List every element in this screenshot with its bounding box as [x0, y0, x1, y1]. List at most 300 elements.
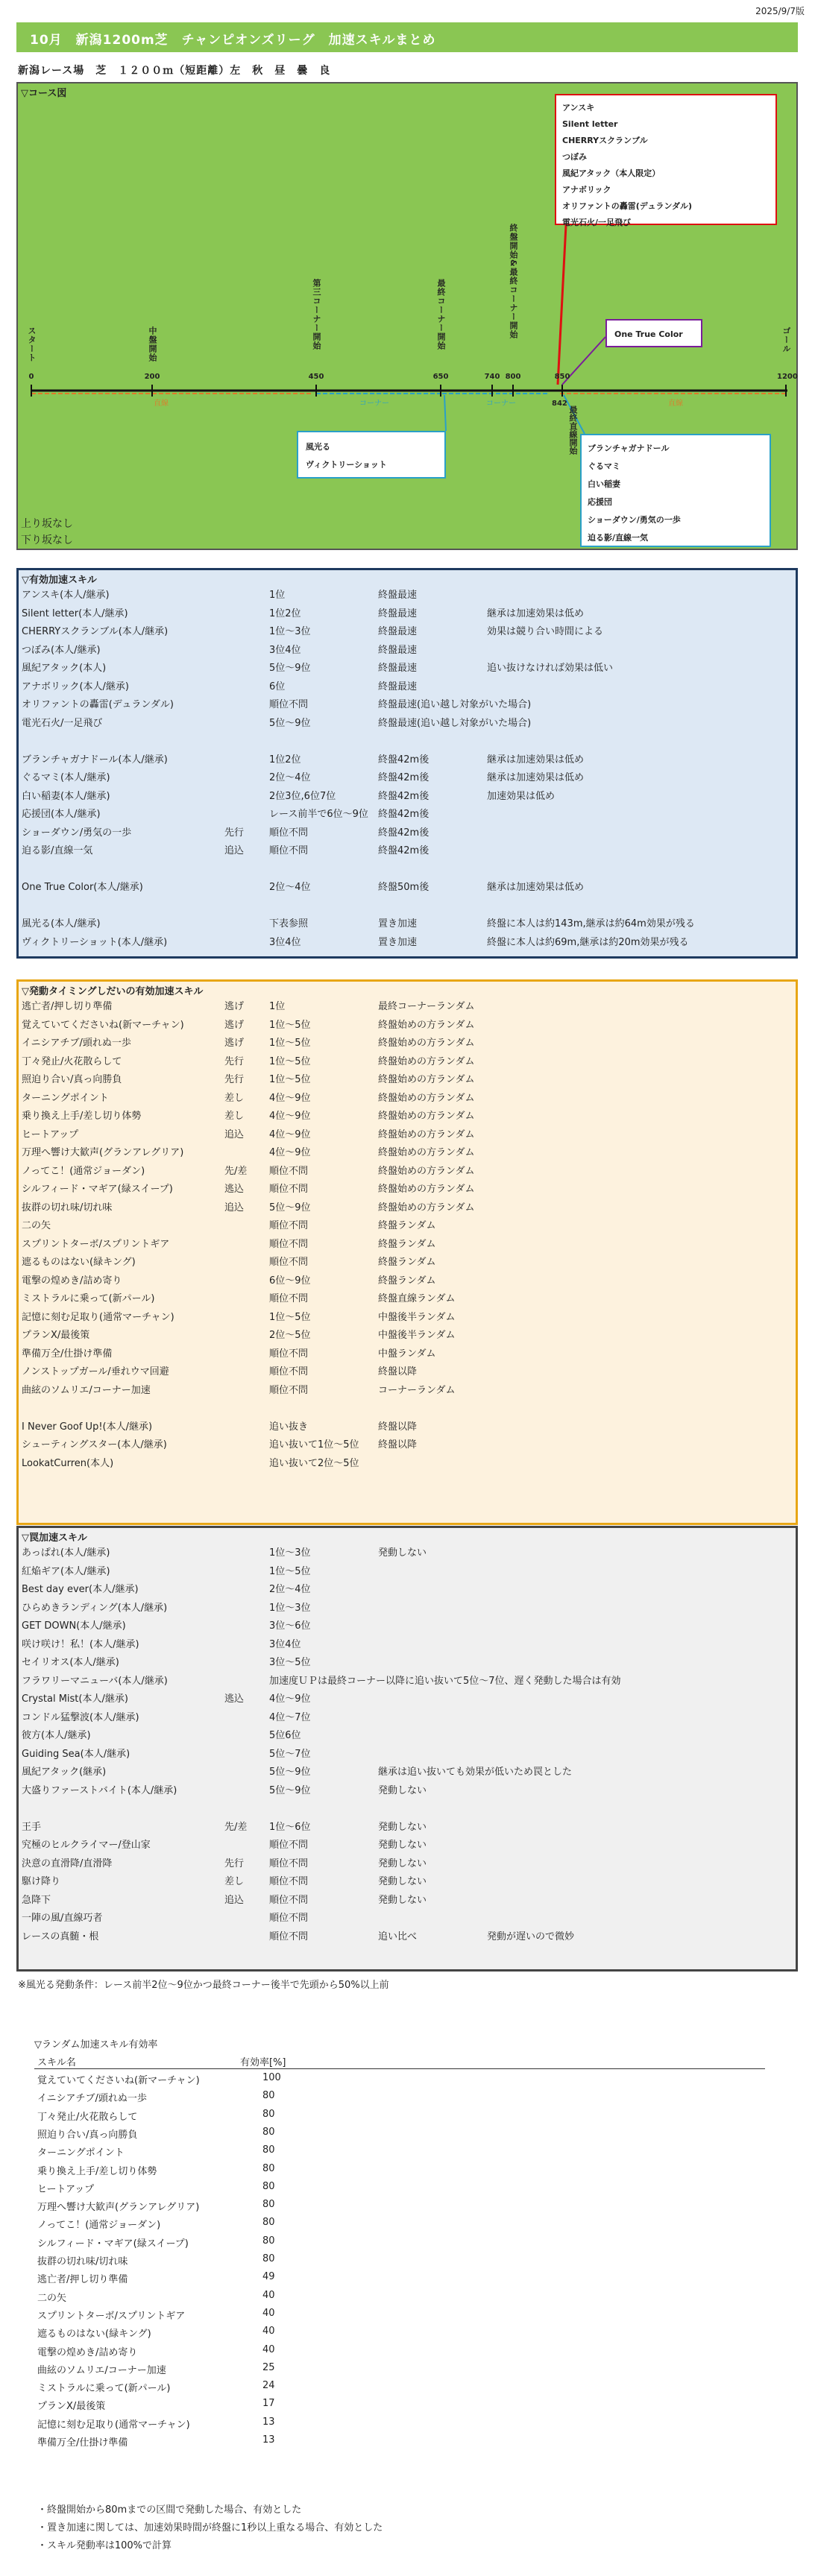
- skill-name: 照迫り合い/真っ向勝負: [37, 2129, 138, 2141]
- skill-item: 白い稲妻: [588, 479, 620, 489]
- table-row: [19, 605, 796, 624]
- cell: 終盤以降: [378, 1421, 418, 1433]
- table-row: [19, 1035, 796, 1053]
- table-row: [19, 1199, 796, 1218]
- table-row: [19, 897, 796, 916]
- cell: 発動が遅いので微妙: [487, 1931, 575, 1942]
- cell: 終盤始めの方ランダム: [378, 1165, 475, 1177]
- cell: 記憶に刻む足取り(通常マーチャン): [22, 1311, 174, 1323]
- cell: 終盤ランダム: [378, 1238, 436, 1250]
- cell: 終盤最速: [378, 607, 418, 619]
- table-row: [19, 1327, 796, 1345]
- effective-skills-section: [16, 568, 798, 959]
- wind-condition-note: ※風光る発動条件：レース前半2位～9位かつ最終コーナー後半で先頭から50%以上前: [18, 1980, 389, 1991]
- cell: 究極のヒルクライマー/登山家: [22, 1840, 151, 1851]
- cell: I Never Goof Up!(本人/継承): [22, 1421, 153, 1433]
- skill-name: 抜群の切れ味/切れ味: [37, 2256, 128, 2267]
- cell: 終盤最速: [378, 590, 418, 601]
- cell: 急降下: [22, 1894, 51, 1906]
- cell: LookatCurren(本人): [22, 1457, 114, 1469]
- cell: アンスキ(本人/継承): [22, 590, 110, 601]
- table-row: [19, 1709, 796, 1728]
- table-row: [19, 696, 796, 715]
- cell: あっぱれ(本人/継承): [22, 1547, 110, 1559]
- cell: 逃げ: [224, 1019, 245, 1031]
- cell: 終盤42m後: [378, 809, 429, 820]
- table-row: [19, 1636, 796, 1655]
- col-skill-header: スキル名: [37, 2057, 76, 2068]
- cell: ヒートアップ: [22, 1128, 79, 1140]
- cell: 王手: [22, 1821, 42, 1833]
- cell: ショーダウン/勇気の一歩: [22, 827, 132, 839]
- table-row: [19, 1928, 796, 1947]
- cell: 追込: [224, 1894, 245, 1906]
- cell: 中盤ランダム: [378, 1348, 436, 1360]
- cell: 覚えていてくださいね(新マーチャン): [22, 1019, 184, 1031]
- cell: 4位～7位: [269, 1711, 311, 1723]
- marker-label: 終盤開始&最終コーナー開始: [509, 224, 518, 339]
- cell: 終盤始めの方ランダム: [378, 1038, 475, 1049]
- skill-item: ブランチャガナドール: [588, 443, 670, 453]
- cell: 中盤後半ランダム: [378, 1330, 456, 1341]
- table-title: ▽ランダム加速スキル有効率: [34, 2039, 158, 2051]
- skill-name: スプリントターボ/スプリントギア: [37, 2310, 186, 2322]
- cell: 1位2位: [269, 607, 301, 619]
- skill-item: ヴィクトリーショット: [306, 460, 387, 470]
- cell: 3位4位: [269, 1638, 301, 1650]
- cell: 終盤始めの方ランダム: [378, 1092, 475, 1104]
- cell: 逃げ: [224, 1001, 245, 1012]
- trap-skills-section: [16, 1526, 798, 1972]
- cell: 下表参照: [269, 918, 309, 929]
- cell: 終盤42m後: [378, 754, 429, 765]
- cell: 逃込: [224, 1184, 245, 1195]
- footnote: ・置き加速に関しては、加速効果時間が終盤に1秒以上重なる場合、有効とした: [37, 2522, 383, 2534]
- cell: 先/差: [224, 1165, 248, 1177]
- cell: 終盤始めの方ランダム: [378, 1202, 475, 1213]
- cell: 5位～7位: [269, 1748, 311, 1760]
- cell: 順位不問: [269, 1257, 309, 1268]
- skill-name: 電撃の煌めき/詰め寄り: [37, 2346, 138, 2358]
- table-row: [19, 642, 796, 660]
- cell: 継承は加速効果は低め: [487, 754, 585, 765]
- table-row: [19, 1181, 796, 1199]
- cell: 終盤始めの方ランダム: [378, 1055, 475, 1067]
- skill-name: シルフィード・マギア(緑スイープ): [37, 2238, 189, 2250]
- cell: 1位～5位: [269, 1019, 311, 1031]
- skill-name: ミストラルに乗って(新パール): [37, 2383, 171, 2395]
- table-row: [19, 1782, 796, 1801]
- cell: 順位不問: [269, 1293, 309, 1304]
- cell: 5位～9位: [269, 663, 311, 674]
- cell: 5位～9位: [269, 1784, 311, 1796]
- cell: 終盤最速(追い越し対象がいた場合): [378, 717, 532, 729]
- cell: 発動しない: [378, 1784, 427, 1796]
- cell: 順位不問: [269, 1931, 309, 1942]
- skill-name: ヒートアップ: [37, 2183, 95, 2195]
- cell: 追込: [224, 845, 245, 856]
- cell: 終盤ランダム: [378, 1220, 436, 1231]
- table-row: [19, 1108, 796, 1126]
- table-row: [19, 733, 796, 751]
- rate-value: 80: [262, 2144, 275, 2156]
- cell: 追い抜き: [269, 1421, 309, 1433]
- skill-item: ショーダウン/勇気の一歩: [588, 515, 681, 525]
- cell: 発動しない: [378, 1547, 427, 1559]
- cell: 加速度ＵＰは最終コーナー以降に追い抜いて5位～7位、遅く発動した場合は有効: [269, 1675, 621, 1687]
- cell: レースの真髄・根: [22, 1931, 99, 1942]
- skill-item: CHERRYスクランブル: [562, 136, 648, 145]
- cell: 終盤ランダム: [378, 1257, 436, 1268]
- cell: 順位不問: [269, 827, 309, 839]
- cell: 差し: [224, 1876, 245, 1887]
- cell: 順位不問: [269, 1220, 309, 1231]
- skill-item: アンスキ: [562, 103, 595, 113]
- table-row: [19, 1272, 796, 1291]
- cell: 応援団(本人/継承): [22, 809, 101, 820]
- cell: 追い抜けなければ効果は低い: [487, 663, 614, 674]
- cell: 遮るものはない(緑キング): [22, 1257, 136, 1268]
- table-row: [19, 678, 796, 697]
- cell: 2位～4位: [269, 882, 311, 893]
- cell: 5位～9位: [269, 717, 311, 729]
- cell: シューティングスター(本人/継承): [22, 1439, 167, 1450]
- table-row: [19, 587, 796, 605]
- cell: 発動しない: [378, 1821, 427, 1833]
- early-accel-box: [297, 431, 446, 479]
- rate-value: 40: [262, 2289, 275, 2301]
- cell: スプリントターボ/スプリントギア: [22, 1238, 170, 1250]
- pointer-line-top: [558, 225, 566, 385]
- skill-name: 二の矢: [37, 2292, 67, 2304]
- marker-distance: 650: [432, 373, 449, 381]
- rate-value: 13: [262, 2434, 275, 2446]
- table-row: [19, 1600, 796, 1618]
- cell: 終盤始めの方ランダム: [378, 1074, 475, 1085]
- cell: 1位～5位: [269, 1074, 311, 1085]
- table-row: [19, 1418, 796, 1437]
- rate-value: 80: [262, 2126, 275, 2138]
- cell: ミストラルに乗って(新パール): [22, 1293, 155, 1304]
- table-header: [34, 2053, 765, 2069]
- cell: 終盤42m後: [378, 790, 429, 802]
- rate-value: 80: [262, 2253, 275, 2264]
- table-row: [19, 998, 796, 1017]
- table-row: [19, 1800, 796, 1819]
- cell: 終盤始めの方ランダム: [378, 1111, 475, 1122]
- cell: 継承は加速効果は低め: [487, 882, 585, 893]
- cell: 1位～5位: [269, 1055, 311, 1067]
- skill-item: ぐるマミ: [588, 461, 620, 471]
- cell: 差し: [224, 1111, 245, 1122]
- segment-label: コーナー: [359, 400, 389, 408]
- marker-distance: 200: [144, 373, 160, 381]
- course-title: ▽コース図: [21, 88, 67, 99]
- cell: 継承は加速効果は低め: [487, 772, 585, 783]
- rate-value: 80: [262, 2108, 275, 2120]
- cell: 5位～9位: [269, 1767, 311, 1778]
- skill-name: 準備万全/仕掛け準備: [37, 2437, 128, 2449]
- marker-label: 最終コーナー開始: [436, 279, 446, 350]
- cell: 曲絃のソムリエ/コーナー加速: [22, 1384, 151, 1396]
- cell: 追い抜いて1位～5位: [269, 1439, 359, 1450]
- cell: 終盤以降: [378, 1439, 418, 1450]
- section-title: ▽発動タイミングしだいの有効加速スキル: [22, 986, 204, 997]
- cell: 加速効果は低め: [487, 790, 556, 802]
- table-row: [19, 1690, 796, 1709]
- rate-value: 40: [262, 2326, 275, 2337]
- cell: 1位2位: [269, 754, 301, 765]
- rate-value: 40: [262, 2307, 275, 2319]
- cell: 4位～9位: [269, 1111, 311, 1122]
- timing-skills-section: [16, 979, 798, 1525]
- table-row: [19, 1873, 796, 1892]
- cell: 順位不問: [269, 699, 309, 710]
- cell: プランX/最後策: [22, 1330, 90, 1341]
- cell: 咲け咲け！私！(本人/継承): [22, 1638, 139, 1650]
- cell: 順位不問: [269, 1165, 309, 1177]
- table-row: [19, 861, 796, 880]
- cell: 終盤最速(追い越し対象がいた場合): [378, 699, 532, 710]
- table-row: [19, 788, 796, 806]
- cell: 1位: [269, 1001, 286, 1012]
- cell: 乗り換え上手/差し切り体勢: [22, 1111, 142, 1122]
- cell: 4位～9位: [269, 1092, 311, 1104]
- cell: 終盤始めの方ランダム: [378, 1128, 475, 1140]
- table-row: [19, 1581, 796, 1600]
- cell: 1位: [269, 590, 286, 601]
- table-row: [19, 751, 796, 770]
- table-row: [19, 1855, 796, 1874]
- rate-value: 13: [262, 2416, 275, 2428]
- cell: 丁々発止/火花散らして: [22, 1055, 122, 1067]
- skill-item: つぼみ: [562, 152, 587, 162]
- table-row: [19, 660, 796, 678]
- cell: 3位4位: [269, 644, 301, 656]
- table-row: [19, 1053, 796, 1072]
- cell: 風紀アタック(継承): [22, 1767, 107, 1778]
- cell: 順位不問: [269, 1238, 309, 1250]
- skill-item: 迫る影/直線一気: [588, 533, 649, 543]
- cell: 終盤42m後: [378, 845, 429, 856]
- cell: 終盤始めの方ランダム: [378, 1184, 475, 1195]
- cell: 先行: [224, 1074, 245, 1085]
- cell: 発動しない: [378, 1894, 427, 1906]
- cell: 3位～5位: [269, 1657, 311, 1668]
- marker-distance: 450: [308, 373, 324, 381]
- cell: ヴィクトリーショット(本人/継承): [22, 936, 168, 948]
- rate-value: 49: [262, 2271, 275, 2283]
- table-row: [19, 934, 796, 953]
- cell: 1位～3位: [269, 1547, 311, 1559]
- table-row: [19, 1290, 796, 1309]
- cell: Best day ever(本人/継承): [22, 1584, 139, 1595]
- cell: 終盤ランダム: [378, 1275, 436, 1287]
- cell: 終盤始めの方ランダム: [378, 1147, 475, 1158]
- cell: セイリオス(本人/継承): [22, 1657, 119, 1668]
- cell: 発動しない: [378, 1857, 427, 1869]
- cell: 終盤始めの方ランダム: [378, 1019, 475, 1031]
- cell: 順位不問: [269, 1857, 309, 1869]
- cell: 2位～5位: [269, 1330, 311, 1341]
- cell: 先/差: [224, 1821, 248, 1833]
- cell: 抜群の切れ味/切れ味: [22, 1202, 113, 1213]
- rate-value: 24: [262, 2380, 275, 2392]
- cell: イニシアチブ/頭れぬ一歩: [22, 1038, 131, 1049]
- cell: One True Color(本人/継承): [22, 882, 143, 893]
- rate-value: 25: [262, 2361, 275, 2373]
- table-row: [19, 1892, 796, 1910]
- cell: 1位～3位: [269, 1602, 311, 1614]
- table-row: [19, 623, 796, 642]
- cell: 6位: [269, 681, 286, 692]
- cell: 追込: [224, 1128, 245, 1140]
- cell: 順位不問: [269, 1348, 309, 1360]
- cell: 3位4位: [269, 936, 301, 948]
- marker-distance: 0: [28, 373, 34, 381]
- skill-item: 風紀アタック（本人限定）: [562, 168, 661, 178]
- segment-label: 直線: [154, 400, 169, 408]
- rate-value: 80: [262, 2180, 275, 2192]
- cell: 終盤に本人は約69m,継承は約20m効果が残る: [487, 936, 689, 948]
- table-row: [19, 1910, 796, 1928]
- cell: 発動しない: [378, 1840, 427, 1851]
- marker-label: 中盤開始: [148, 326, 157, 362]
- footnote: ・スキル発動率は100%で計算: [37, 2540, 172, 2551]
- rate-value: 100: [262, 2072, 281, 2083]
- cell: 彼方(本人/継承): [22, 1730, 91, 1741]
- table-row: [19, 1254, 796, 1272]
- table-row: [19, 1727, 796, 1746]
- cell: 終盤直線ランダム: [378, 1293, 456, 1304]
- table-row: [19, 1764, 796, 1782]
- cell: ノンストップガール/垂れウマ回避: [22, 1366, 169, 1377]
- skill-name: ターニングポイント: [37, 2147, 125, 2159]
- skill-name: 記憶に刻む足取り(通常マーチャン): [37, 2419, 190, 2431]
- cell: 終盤42m後: [378, 772, 429, 783]
- table-row: [19, 1309, 796, 1328]
- cell: コンドル猛撃波(本人/継承): [22, 1711, 139, 1723]
- cell: 最終コーナーランダム: [378, 1001, 475, 1012]
- cell: 4位～9位: [269, 1693, 311, 1705]
- table-row: [19, 1654, 796, 1673]
- slope-down-label: 下り坂なし: [21, 534, 73, 546]
- cell: 順位不問: [269, 1366, 309, 1377]
- cell: 先行: [224, 1055, 245, 1067]
- cell: 電光石火/一足飛び: [22, 717, 103, 729]
- cell: 順位不問: [269, 1894, 309, 1906]
- table-row: [19, 1163, 796, 1181]
- skill-item: Silent letter: [562, 119, 618, 129]
- skill-item: 電光石火/一足飛び: [562, 218, 632, 227]
- cell: 2位3位,6位7位: [269, 790, 336, 802]
- skill-name: 丁々発止/火花散らして: [37, 2111, 138, 2123]
- col-rate-header: 有効率[%]: [240, 2057, 286, 2068]
- page-title: 10月 新潟1200m芝 チャンピオンズリーグ 加速スキルまとめ: [16, 22, 798, 52]
- cell: 3位～6位: [269, 1620, 311, 1632]
- marker-distance: 1200: [777, 373, 798, 381]
- skill-item: アナボリック: [562, 185, 611, 195]
- table-row: [19, 1236, 796, 1254]
- marker-distance: 850: [554, 373, 570, 381]
- cell: アナボリック(本人/継承): [22, 681, 130, 692]
- cell: 効果は競り合い時間による: [487, 626, 604, 637]
- skill-name: イニシアチブ/頭れぬ一歩: [37, 2093, 147, 2105]
- cell: 逃げ: [224, 1038, 245, 1049]
- table-row: [19, 1746, 796, 1764]
- table-row: [19, 915, 796, 934]
- cell: 終盤以降: [378, 1366, 418, 1377]
- table-row: [19, 842, 796, 861]
- cell: 二の矢: [22, 1220, 51, 1231]
- table-row: [19, 1217, 796, 1236]
- cell: 順位不問: [269, 1840, 309, 1851]
- cell: Guiding Sea(本人/継承): [22, 1748, 130, 1760]
- cell: 順位不問: [269, 1184, 309, 1195]
- cell: 中盤後半ランダム: [378, 1311, 456, 1323]
- final-fastest-box: [555, 94, 777, 225]
- table-row: [19, 1673, 796, 1691]
- rate-value: 40: [262, 2343, 275, 2355]
- random-skill-rate-table: [16, 2011, 798, 2563]
- cell: 置き加速: [378, 936, 418, 948]
- cell: 一陣の風/直線巧者: [22, 1913, 103, 1924]
- table-row: [19, 1363, 796, 1382]
- skill-name: ノってこ！(通常ジョーダン): [37, 2220, 161, 2232]
- cell: つぼみ(本人/継承): [22, 644, 101, 656]
- table-row: [19, 806, 796, 824]
- table-row: [19, 1090, 796, 1108]
- rate-value: 80: [262, 2162, 275, 2174]
- cell: 電撃の煌めき/詰め寄り: [22, 1275, 122, 1287]
- table-row: [19, 715, 796, 733]
- cell: 順位不問: [269, 1876, 309, 1887]
- skill-name: 逃亡者/押し切り準備: [37, 2274, 128, 2286]
- cell: 追い比べ: [378, 1931, 418, 1942]
- marker-distance: 800: [505, 373, 521, 381]
- final-straight-label: 最終直線開始: [568, 405, 578, 455]
- cell: 順位不問: [269, 1384, 309, 1396]
- cell: ぐるマミ(本人/継承): [22, 772, 110, 783]
- race-header: 新潟レース場 芝 １２００ｍ（短距離）左 秋 昼 曇 良: [18, 65, 331, 77]
- cell: 差し: [224, 1092, 245, 1104]
- cell: 2位～4位: [269, 772, 311, 783]
- one-true-color-box: One True Color: [605, 319, 702, 347]
- skill-name: 万理へ響け大歓声(グランアレグリア): [37, 2202, 200, 2214]
- cell: 終盤最速: [378, 663, 418, 674]
- cell: CHERRYスクランブル(本人/継承): [22, 626, 169, 637]
- table-row: [19, 879, 796, 897]
- pointer-line-wind: [444, 395, 446, 431]
- cell: 逃込: [224, 1693, 245, 1705]
- cell: コーナーランダム: [378, 1384, 456, 1396]
- cell: ひらめきランディング(本人/継承): [22, 1602, 168, 1614]
- skill-item: オリファントの轟雷(デュランダル): [562, 201, 693, 211]
- rate-value: 80: [262, 2199, 275, 2211]
- cell: 置き加速: [378, 918, 418, 929]
- cell: GET DOWN(本人/継承): [22, 1620, 126, 1632]
- skill-item: 風光る: [306, 442, 330, 452]
- cell: 5位6位: [269, 1730, 301, 1741]
- cell: 逃亡者/押し切り準備: [22, 1001, 113, 1012]
- cell: 終盤50m後: [378, 882, 429, 893]
- cell: 発動しない: [378, 1876, 427, 1887]
- cell: 1位～3位: [269, 626, 311, 637]
- rate-value: 80: [262, 2090, 275, 2102]
- cell: Silent letter(本人/継承): [22, 607, 128, 619]
- section-title: ▽有効加速スキル: [22, 575, 97, 586]
- segment-label: コーナー: [486, 400, 516, 408]
